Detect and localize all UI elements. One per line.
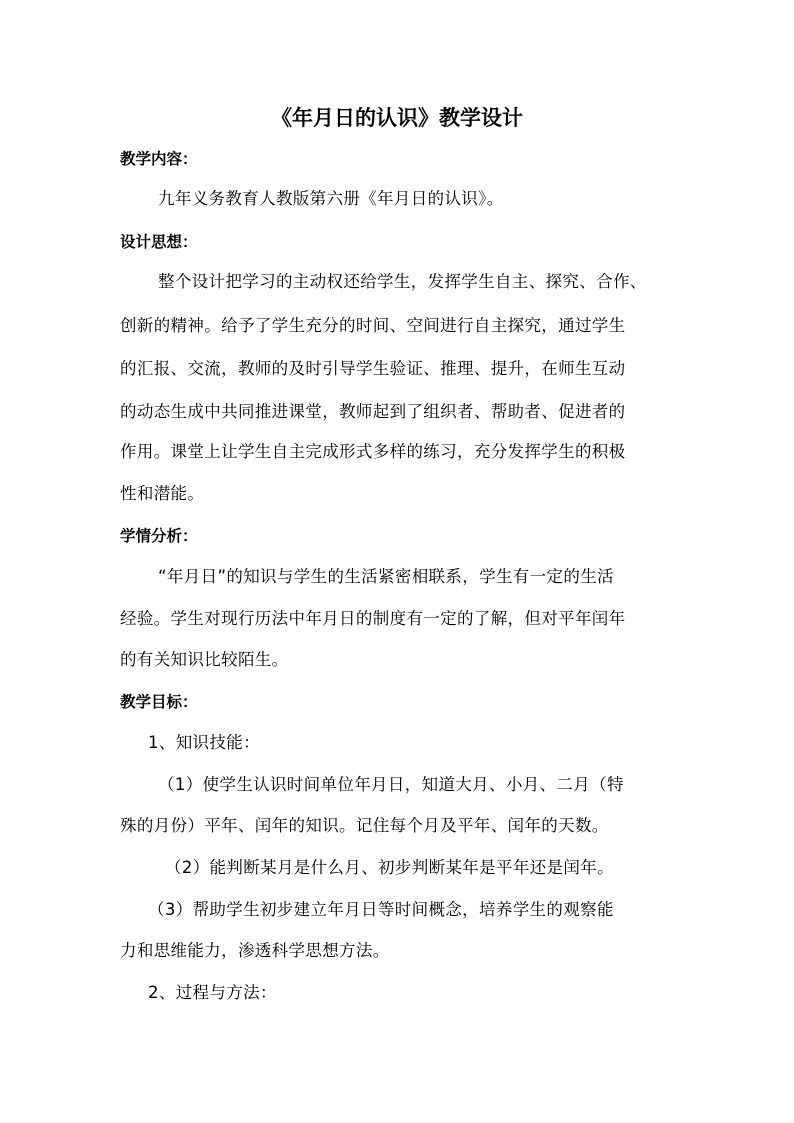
section-heading-content: 教学内容：	[120, 150, 198, 168]
goals-item: （3）帮助学生初步建立年月日等时间概念，培养学生的观察能	[148, 900, 614, 919]
design-idea-line: 整个设计把学习的主动权还给学生，发挥学生自主、探究、合作、	[158, 272, 647, 291]
section-heading-design-idea: 设计思想：	[120, 233, 198, 251]
section-heading-analysis: 学情分析：	[120, 527, 198, 545]
goals-item: 2、过程与方法：	[148, 983, 277, 1002]
section-heading-goals: 教学目标：	[120, 693, 198, 711]
analysis-line: 经验。学生对现行历法中年月日的制度有一定的了解，但对平年闰年	[120, 609, 626, 628]
goals-item: 殊的月份）平年、闰年的知识。记住每个月及平年、闰年的天数。	[120, 816, 609, 835]
design-idea-line: 的汇报、交流，教师的及时引导学生验证、推理、提升，在师生互动	[120, 359, 626, 378]
design-idea-line: 的动态生成中共同推进课堂，教师起到了组织者、帮助者、促进者的	[120, 402, 626, 421]
goals-item: （2）能判断某月是什么月、初步判断某年是平年还是闰年。	[165, 858, 614, 877]
goals-item: 1、知识技能：	[148, 733, 260, 752]
document-title: 《年月日的认识》教学设计	[271, 106, 523, 130]
goals-item: 力和思维能力，渗透科学思想方法。	[120, 941, 390, 960]
design-idea-line: 作用。课堂上让学生自主完成形式多样的练习，充分发挥学生的积极	[120, 442, 626, 461]
analysis-line: “年月日”的知识与学生的生活紧密相联系，学生有一定的生活	[158, 567, 614, 586]
content-text: 九年义务教育人教版第六册《年月日的认识》。	[158, 189, 504, 208]
goals-item: （1）使学生认识时间单位年月日，知道大月、小月、二月（特	[158, 775, 624, 794]
analysis-line: 的有关知识比较陌生。	[120, 650, 289, 669]
design-idea-line: 性和潜能。	[120, 484, 205, 503]
design-idea-line: 创新的精神。给予了学生充分的时间、空间进行自主探究，通过学生	[120, 316, 626, 335]
